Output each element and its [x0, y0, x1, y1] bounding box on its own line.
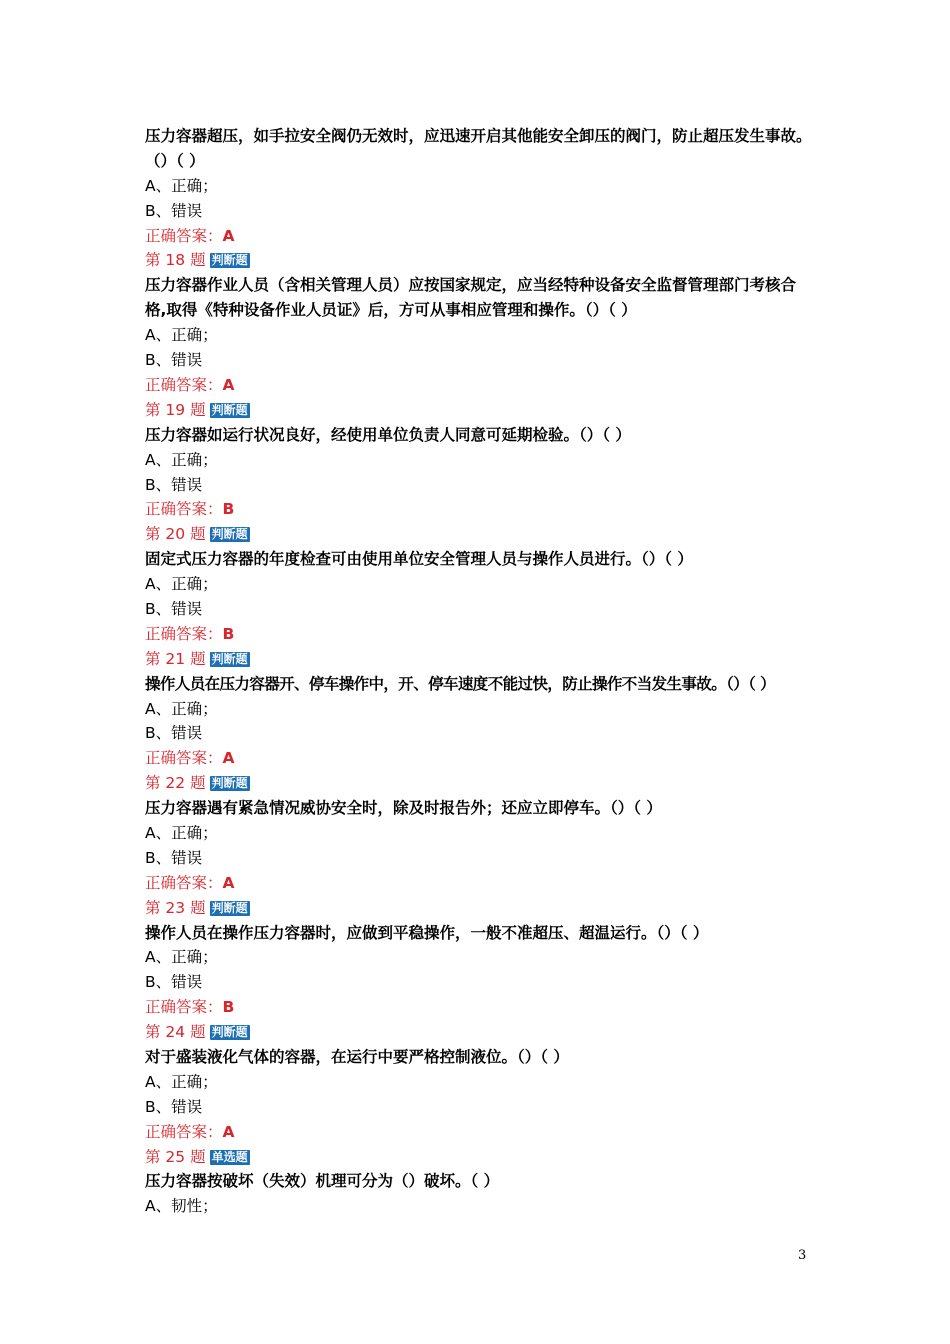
- question-number: 第 23 题: [145, 898, 206, 917]
- question-stem: 操作人员在压力容器开、停车操作中，开、停车速度不能过快，防止操作不当发生事故。（）（ ）: [145, 674, 775, 693]
- answer-label: 正确答案：: [145, 624, 223, 643]
- option-b: B、错误: [145, 724, 203, 743]
- option-a: A、韧性；: [145, 1197, 218, 1216]
- question-type-badge: 判断题: [211, 402, 248, 417]
- option-b: B、错误: [145, 973, 203, 992]
- answer-value: B: [222, 500, 235, 519]
- question-type-badge: 单选题: [211, 1149, 248, 1164]
- answer-label: 正确答案：: [145, 749, 223, 768]
- option-a: A、正确；: [145, 699, 218, 718]
- option-a: A、正确；: [145, 575, 218, 594]
- question-type-badge: 判断题: [211, 253, 248, 268]
- question-number: 第 25 题: [145, 1147, 206, 1166]
- question-number: 第 20 题: [145, 525, 206, 544]
- question-header: [145, 398, 815, 423]
- answer-value: B: [222, 624, 235, 643]
- document-body: [145, 124, 815, 1219]
- answer-line: [145, 746, 815, 771]
- question-stem: 固定式压力容器的年度检查可由使用单位安全管理人员与操作人员进行。（）（ ）: [145, 550, 693, 569]
- question-number: 第 21 题: [145, 649, 206, 668]
- question-number: 第 18 题: [145, 251, 206, 270]
- question-stem: 压力容器按破坏（失效）机理可分为（）破坏。（ ）: [145, 1172, 500, 1191]
- answer-label: 正确答案：: [145, 1122, 223, 1141]
- answer-value: A: [222, 873, 235, 892]
- question-number: 第 19 题: [145, 400, 206, 419]
- question-type-badge: 判断题: [211, 651, 248, 666]
- question-header: [145, 1020, 815, 1045]
- question-stem: 压力容器遇有紧急情况威协安全时，除及时报告外；还应立即停车。（）（ ）: [145, 799, 662, 818]
- question-stem: 压力容器作业人员（含相关管理人员）应按国家规定，应当经特种设备安全监督管理部门考核合格,取得《特种设备作业人员证》后，方可从事相应管理和操作。（）（ ）: [145, 276, 797, 320]
- option-a: A、正确；: [145, 824, 218, 842]
- option-b: B、错误: [145, 351, 203, 370]
- answer-value: A: [222, 226, 235, 245]
- question-header: [145, 248, 815, 273]
- question-header: [145, 647, 815, 672]
- question-stem: 压力容器超压，如手拉安全阀仍无效时，应迅速开启其他能安全卸压的阀门，防止超压发生事故。（）（ ）: [145, 127, 812, 170]
- question-header: [145, 896, 815, 921]
- question-header: [145, 522, 815, 547]
- question-header: [145, 771, 815, 796]
- answer-label: 正确答案：: [145, 998, 223, 1017]
- answer-value: A: [222, 749, 235, 768]
- answer-line: [145, 373, 815, 398]
- option-a: A、正确；: [145, 176, 218, 195]
- option-b: B、错误: [145, 475, 203, 494]
- answer-label: 正确答案：: [145, 873, 223, 892]
- option-a: A、正确；: [145, 948, 218, 967]
- answer-line: [145, 622, 815, 647]
- question-stem: 对于盛装液化气体的容器，在运行中要严格控制液位。（）（ ）: [145, 1048, 569, 1067]
- question-stem: 压力容器如运行状况良好，经使用单位负责人同意可延期检验。（）（ ）: [145, 425, 631, 444]
- answer-value: B: [222, 998, 235, 1017]
- question-type-badge: 判断题: [211, 527, 248, 542]
- option-a: A、正确；: [145, 450, 218, 469]
- answer-line: [145, 497, 815, 522]
- answer-label: 正确答案：: [145, 500, 223, 519]
- question-header: [145, 1145, 815, 1170]
- question-type-badge: 判断题: [211, 1025, 248, 1040]
- question-type-badge: 判断题: [211, 776, 248, 791]
- answer-line: [145, 995, 815, 1020]
- option-a: A、正确；: [145, 326, 218, 345]
- question-stem: 操作人员在操作压力容器时，应做到平稳操作，一般不准超压、超温运行。（）（ ）: [145, 923, 709, 942]
- option-b: B、错误: [145, 599, 203, 618]
- question-type-badge: 判断题: [211, 900, 248, 915]
- page-number: 3: [798, 1248, 807, 1263]
- option-b: B、错误: [145, 201, 203, 220]
- answer-value: A: [222, 375, 235, 394]
- answer-label: 正确答案：: [145, 226, 223, 245]
- question-number: 第 24 题: [145, 1023, 206, 1042]
- answer-value: A: [222, 1122, 235, 1141]
- answer-line: [145, 224, 815, 249]
- answer-line: [145, 871, 815, 896]
- question-number: 第 22 题: [145, 774, 206, 793]
- option-b: B、错误: [145, 1097, 203, 1116]
- answer-label: 正确答案：: [145, 375, 223, 394]
- option-b: B、错误: [145, 848, 203, 867]
- option-a: A、正确；: [145, 1072, 218, 1091]
- answer-line: [145, 1120, 815, 1145]
